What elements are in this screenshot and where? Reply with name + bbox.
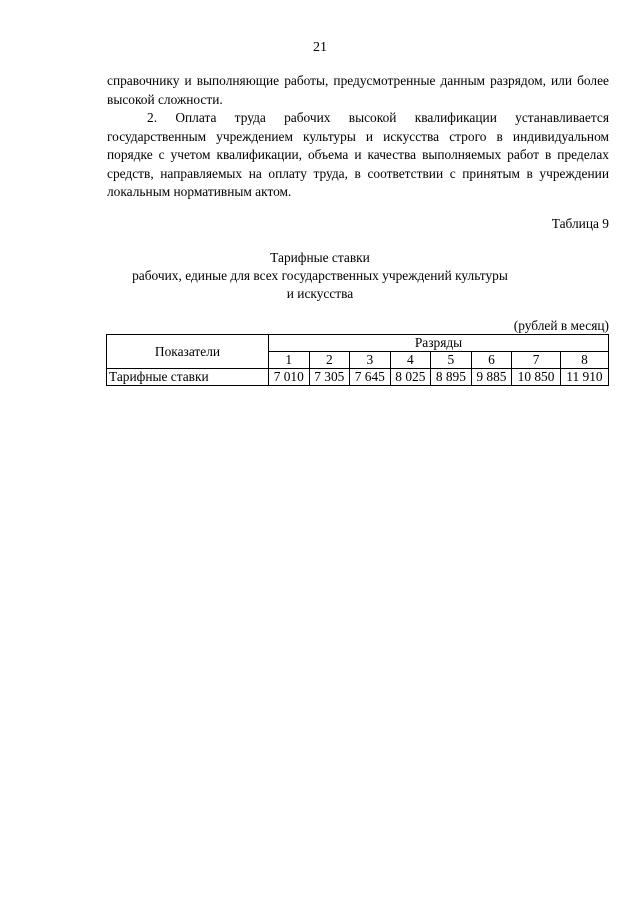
page-number: 21 [313,40,327,55]
grade-cell: 2 [309,352,350,369]
table-row [107,369,609,386]
table-title [0,249,640,303]
table-unit: (рублей в месяц) [513,318,609,333]
paragraph-continuation: справочнику и выполняющие работы, предусмотренные данным разрядом, или более высокой сложности. [107,73,609,107]
header-indicators: Показатели [107,335,269,369]
grade-cell: 5 [431,352,472,369]
rate-cell: 7 645 [350,369,391,386]
table-title-line-3: и искусства [286,286,354,301]
table-header-row [107,335,609,352]
tariff-rates-table [106,334,609,386]
grade-cell: 1 [269,352,310,369]
grade-cell: 7 [512,352,561,369]
paragraph-item-2: 2. Оплата труда рабочих высокой квалификации устанавливается государственным учреждением культуры и искусства строго в индивидуальном порядке с учетом квалификации, объема и качества выполняемых работ в пределах средств, направляемых на оплату труда, в соответствии с принятым в учреждении локальным нормативным актом. [107,110,609,200]
grade-cell: 4 [390,352,431,369]
table-label: Таблица 9 [551,216,609,231]
rate-cell: 9 885 [471,369,512,386]
table-title-line-1: Тарифные ставки [270,250,370,265]
rate-cell: 8 025 [390,369,431,386]
rate-cell: 7 010 [269,369,310,386]
rate-cell: 10 850 [512,369,561,386]
table-title-line-2: рабочих, единые для всех государственных учреждений культуры [132,268,508,283]
grade-cell: 3 [350,352,391,369]
row-label: Тарифные ставки [107,369,269,386]
grade-cell: 6 [471,352,512,369]
rate-cell: 11 910 [560,369,608,386]
rate-cell: 7 305 [309,369,350,386]
rate-cell: 8 895 [431,369,472,386]
header-grades: Разряды [269,335,609,352]
grade-cell: 8 [560,352,608,369]
